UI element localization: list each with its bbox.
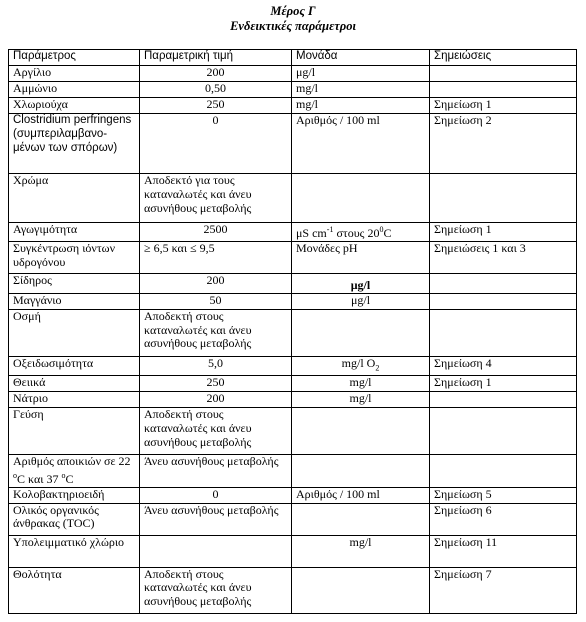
column-header: Μονάδα xyxy=(292,50,430,66)
note-cell: Σημείωση 1 xyxy=(430,223,577,242)
value-cell: 0 xyxy=(140,114,292,174)
param-cell: Αργίλιο xyxy=(9,66,140,82)
param-cell: Οξειδωσιμότητα xyxy=(9,356,140,375)
param-cell: Αγωγιμότητα xyxy=(9,223,140,242)
unit-cell xyxy=(292,407,430,454)
value-cell: 250 xyxy=(140,375,292,391)
table-row xyxy=(9,98,577,114)
note-cell xyxy=(430,454,577,487)
note-cell xyxy=(430,309,577,356)
note-cell xyxy=(430,391,577,407)
note-cell xyxy=(430,407,577,454)
table-row xyxy=(9,407,577,454)
param-cell: Κολοβακτηριοειδή xyxy=(9,487,140,503)
table-row xyxy=(9,114,577,174)
table-row xyxy=(9,309,577,356)
note-cell: Σημείωση 1 xyxy=(430,98,577,114)
param-cell: Υπολειμματικό χλώριο xyxy=(9,535,140,567)
value-cell: 200 xyxy=(140,391,292,407)
note-cell: Σημείωση 6 xyxy=(430,503,577,535)
param-cell: Ολικός οργανικός άνθρακας (TOC) xyxy=(9,503,140,535)
table-row xyxy=(9,293,577,309)
unit-cell: mg/l xyxy=(292,535,430,567)
param-cell: Χλωριούχα xyxy=(9,98,140,114)
param-cell: Νάτριο xyxy=(9,391,140,407)
value-cell: 200 xyxy=(140,66,292,82)
param-cell: Γεύση xyxy=(9,407,140,454)
unit-cell: mg/l xyxy=(292,375,430,391)
value-cell: 200 xyxy=(140,273,292,293)
value-cell: Αποδεκτό για τους καταναλωτές και άνευ ασυνήθους μεταβολής xyxy=(140,174,292,223)
column-header: Παραμετρική τιμή xyxy=(140,50,292,66)
table-row xyxy=(9,567,577,613)
page-subtitle: Ενδεικτικές παράμετροι xyxy=(230,19,356,33)
unit-cell: mg/l xyxy=(292,82,430,98)
note-cell: Σημείωση 4 xyxy=(430,356,577,375)
table-row xyxy=(9,174,577,223)
param-cell: Μαγγάνιο xyxy=(9,293,140,309)
unit-cell: mg/l xyxy=(292,98,430,114)
value-cell: 0 xyxy=(140,487,292,503)
unit-cell xyxy=(292,567,430,613)
table-row xyxy=(9,454,577,487)
value-cell: 250 xyxy=(140,98,292,114)
value-cell: 2500 xyxy=(140,223,292,242)
param-cell: Οσμή xyxy=(9,309,140,356)
table-row xyxy=(9,241,577,273)
note-cell xyxy=(430,82,577,98)
table-row xyxy=(9,273,577,293)
unit-cell: mg/l $O_2$ xyxy=(292,356,430,375)
param-cell: Clostridium perfringens (συμπεριλαμβανο-μένων των σπόρων) xyxy=(9,114,140,174)
table-row xyxy=(9,66,577,82)
note-cell: Σημείωση 7 xyxy=(430,567,577,613)
column-header: Σημειώσεις xyxy=(430,50,577,66)
note-cell: Σημείωση 11 xyxy=(430,535,577,567)
value-cell: 50 xyxy=(140,293,292,309)
value-cell xyxy=(140,535,292,567)
note-cell xyxy=(430,174,577,223)
value-cell: Αποδεκτή στους καταναλωτές και άνευ ασυνήθους μεταβολής xyxy=(140,407,292,454)
unit-cell xyxy=(292,503,430,535)
note-cell: Σημείωση 5 xyxy=(430,487,577,503)
table-row xyxy=(9,535,577,567)
unit-cell xyxy=(292,174,430,223)
value-cell: 5,0 xyxy=(140,356,292,375)
unit-cell: μS $cm^{-1}$ στους $20^0C$ xyxy=(292,223,430,242)
value-cell: Αποδεκτή στους καταναλωτές και άνευ ασυνήθους μεταβολής xyxy=(140,309,292,356)
column-header: Παράμετρος xyxy=(9,50,140,66)
note-cell xyxy=(430,66,577,82)
note-cell: Σημειώσεις 1 και 3 xyxy=(430,241,577,273)
note-cell xyxy=(430,293,577,309)
param-cell: Συγκέντρωση ιόντων υδρογόνου xyxy=(9,241,140,273)
value-cell: Αποδεκτή στους καταναλωτές και άνευ ασυνήθους μεταβολής xyxy=(140,567,292,613)
value-cell: Άνευ ασυνήθους μεταβολής xyxy=(140,454,292,487)
table-row xyxy=(9,503,577,535)
unit-cell: μg/l xyxy=(292,273,430,293)
table-row xyxy=(9,391,577,407)
param-cell: Αριθμός αποικιών σε 22 $^o$C και 37 $^o$C xyxy=(9,454,140,487)
unit-cell xyxy=(292,454,430,487)
table-row xyxy=(9,487,577,503)
param-cell: Χρώμα xyxy=(9,174,140,223)
unit-cell: Μονάδες pH xyxy=(292,241,430,273)
value-cell: ≥ 6,5 και ≤ 9,5 xyxy=(140,241,292,273)
unit-cell: μg/l xyxy=(292,66,430,82)
unit-cell xyxy=(292,309,430,356)
param-cell: Σίδηρος xyxy=(9,273,140,293)
table-header-row xyxy=(9,50,577,66)
param-cell: Θειικά xyxy=(9,375,140,391)
unit-cell: Αριθμός / 100 ml xyxy=(292,114,430,174)
unit-cell: mg/l xyxy=(292,391,430,407)
note-cell xyxy=(430,273,577,293)
param-cell: Θολότητα xyxy=(9,567,140,613)
param-cell: Αμμώνιο xyxy=(9,82,140,98)
note-cell: Σημείωση 2 xyxy=(430,114,577,174)
table-row xyxy=(9,223,577,242)
note-cell: Σημείωση 1 xyxy=(430,375,577,391)
value-cell: 0,50 xyxy=(140,82,292,98)
table-row xyxy=(9,82,577,98)
value-cell: Άνευ ασυνήθους μεταβολής xyxy=(140,503,292,535)
table-row xyxy=(9,375,577,391)
unit-cell: Αριθμός / 100 ml xyxy=(292,487,430,503)
page-title: Μέρος Γ xyxy=(270,4,316,18)
unit-cell: μg/l xyxy=(292,293,430,309)
parameters-table xyxy=(8,49,577,614)
table-row xyxy=(9,356,577,375)
